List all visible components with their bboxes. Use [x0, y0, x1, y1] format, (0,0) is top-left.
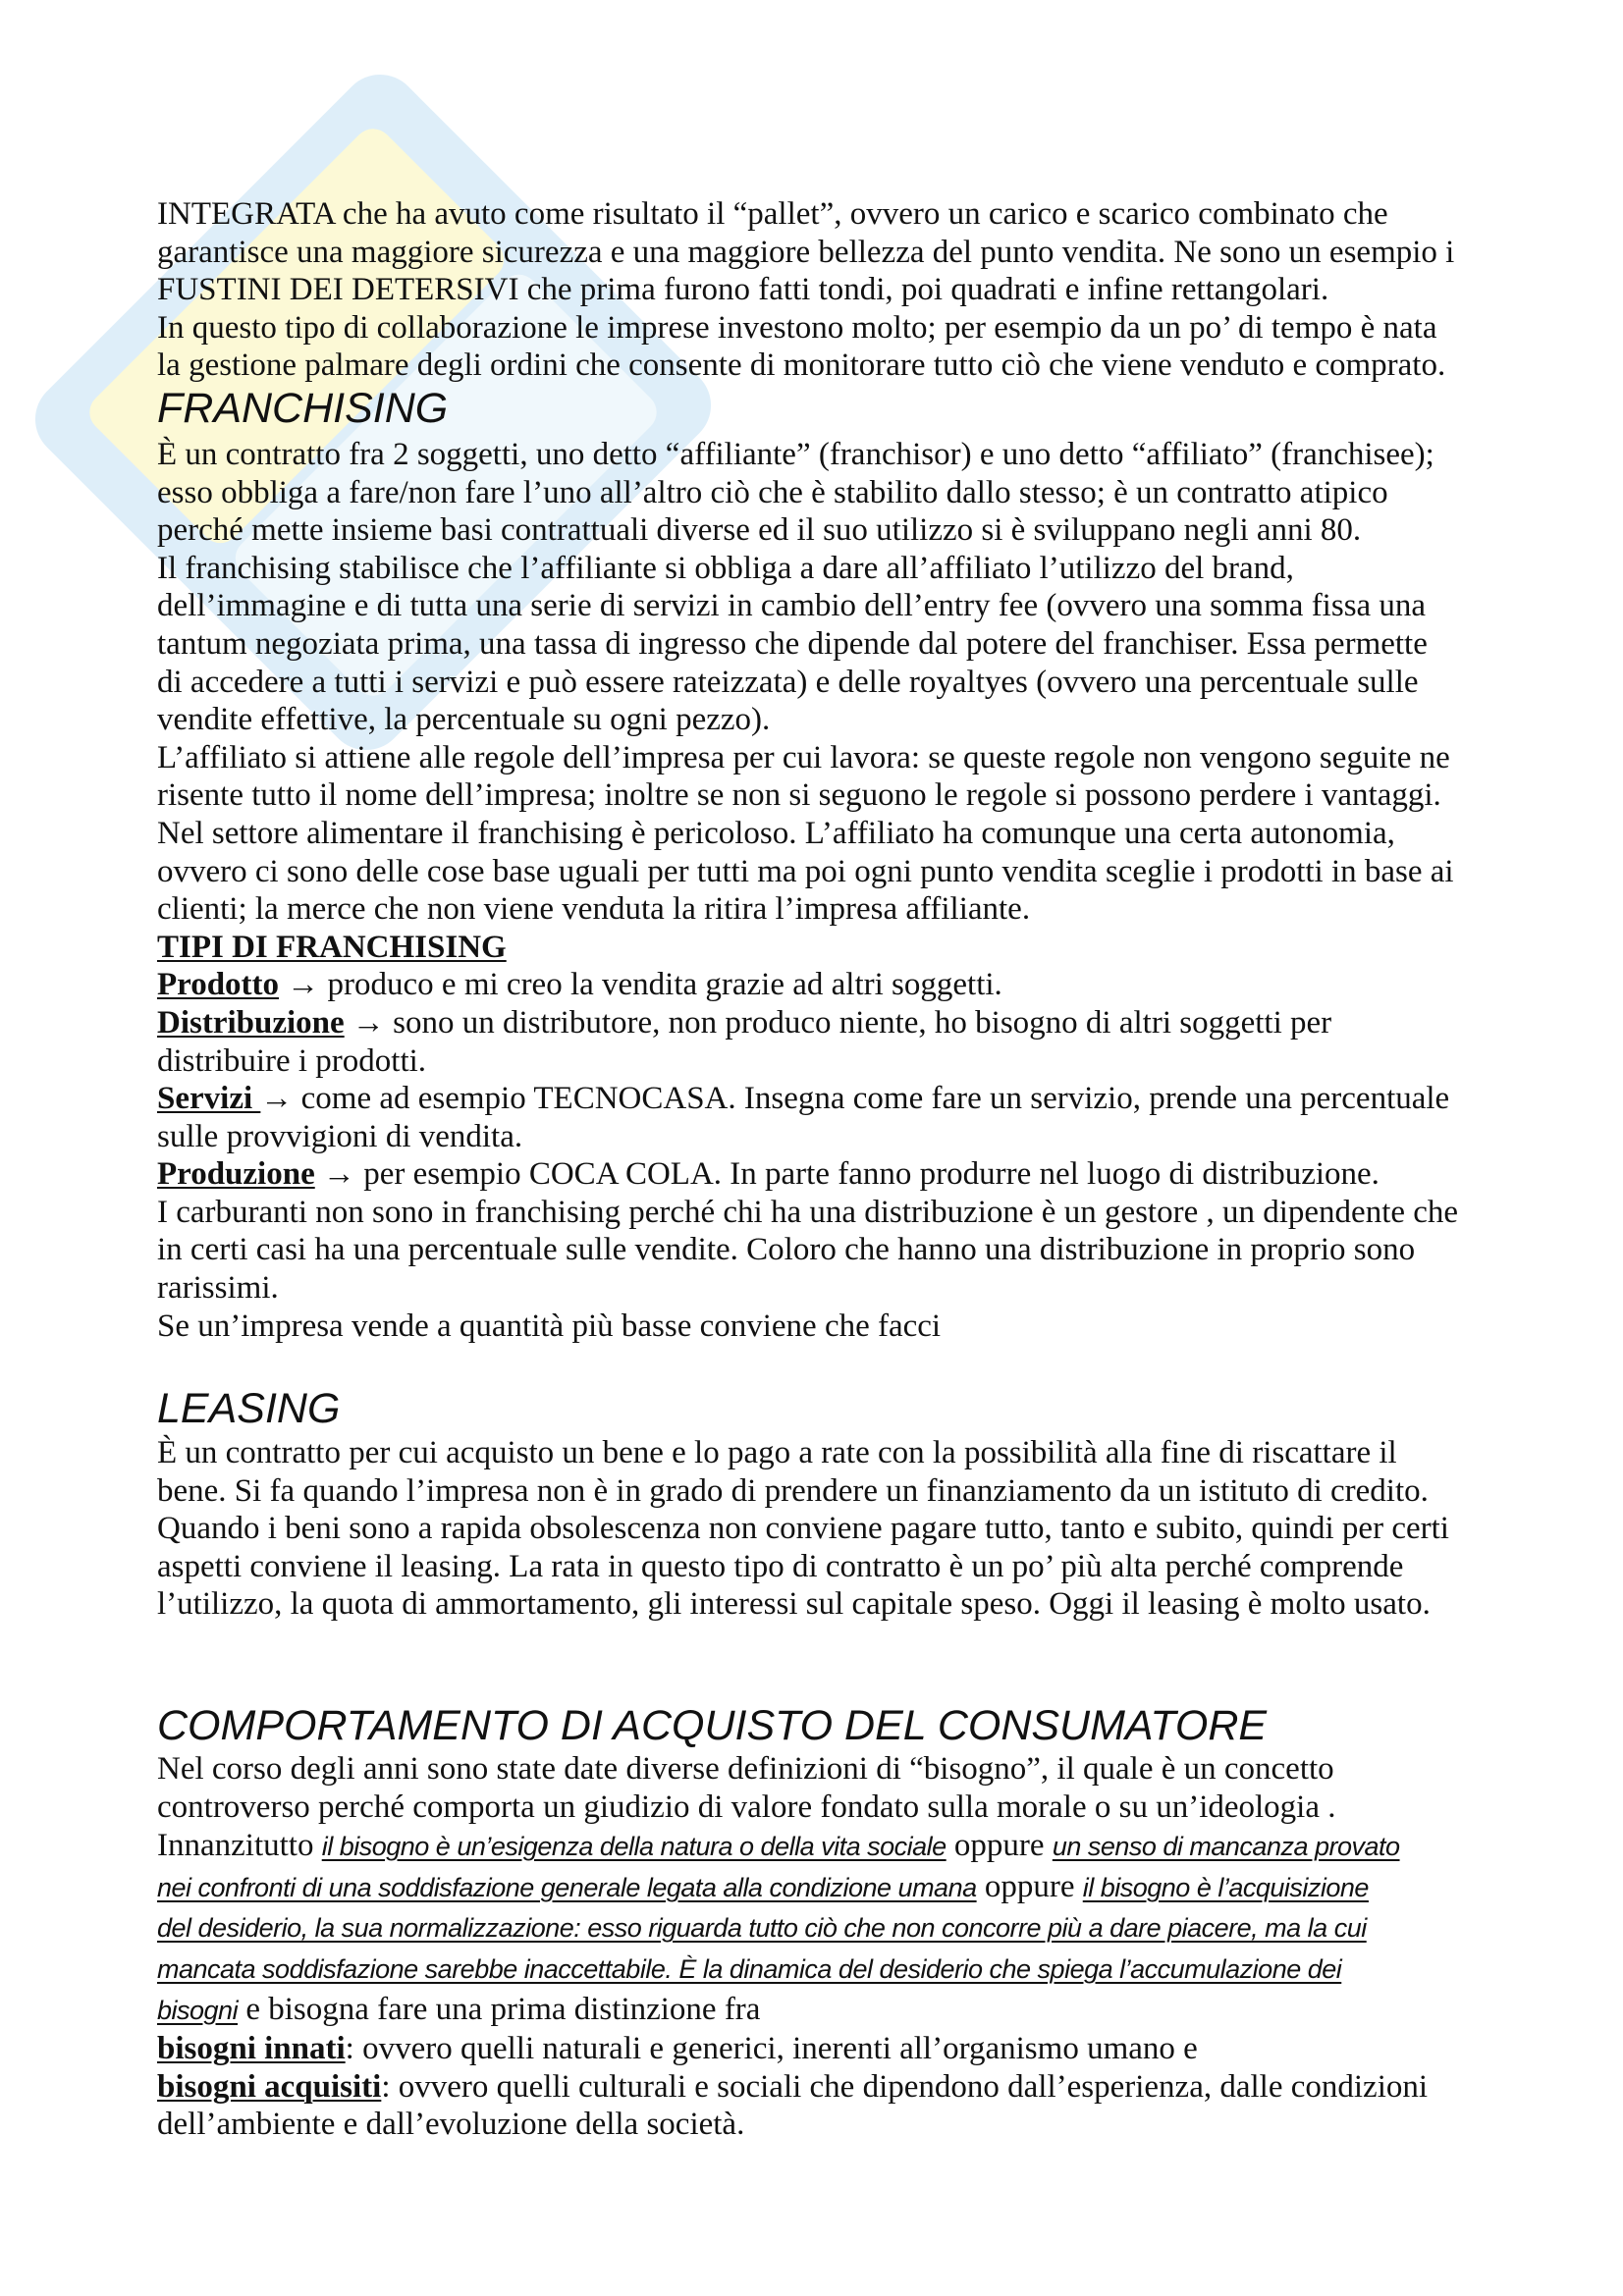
- text-span: sulle provvigioni di vendita.: [157, 1118, 523, 1154]
- text-span: rarissimi.: [157, 1270, 279, 1307]
- text-line: [157, 1269, 1532, 1308]
- text-line: [157, 739, 1532, 777]
- text-span: esso obbliga a fare/non fare l’uno all’altro ciò che è stabilito dallo stesso; è un contratto atipico: [157, 474, 1388, 510]
- text-span: : ovvero quelli culturali e sociali che dipendono dall’esperienza, dalle condizioni: [381, 2068, 1429, 2105]
- underlined-definition: il bisogno è un’esigenza della natura o della vita sociale: [321, 1832, 947, 1862]
- leasing-paragraph: [157, 1434, 1532, 1624]
- underlined-definition: del desiderio, la sua normalizzazione: esso riguarda tutto ciò che non concorre più a dare piacere, ma la cui: [157, 1913, 1367, 1944]
- text-line: [157, 436, 1532, 474]
- text-span: : ovvero quelli naturali e generici, inerenti all’organismo umano e: [345, 2031, 1198, 2067]
- text-span: distribuire i prodotti.: [157, 1042, 427, 1079]
- text-line: [157, 1585, 1532, 1624]
- text-span: → sono un distributore, non produco niente, ho bisogno di altri soggetti per: [344, 1004, 1332, 1041]
- text-line: [157, 271, 1532, 309]
- bold-underlined-term: Prodotto: [157, 967, 280, 1003]
- text-line: [157, 1004, 1532, 1042]
- bold-underlined-term: Produzione: [157, 1156, 315, 1193]
- text-line: [157, 2068, 1532, 2107]
- text-span: Nel corso degli anni sono state date diverse definizioni di “bisogno”, il quale è un concetto: [157, 1751, 1334, 1787]
- text-line: [157, 1907, 1532, 1949]
- text-span: ovvero ci sono delle cose base uguali per tutti ma poi ogni punto vendita sceglie i prodotti in base ai: [157, 853, 1454, 889]
- bold-underlined-term: Distribuzione: [157, 1004, 345, 1041]
- consumatore-paragraph: [157, 1750, 1532, 2144]
- text-span: oppure: [946, 1828, 1053, 1864]
- text-span: la gestione palmare degli ordini che consente di monitorare tutto ciò che viene venduto e comprato.: [157, 347, 1446, 384]
- text-span: di accedere a tutti i servizi e può essere rateizzata) e delle royaltyes (ovvero una percentuale sulle: [157, 664, 1419, 700]
- text-line: [157, 776, 1532, 815]
- text-span: INTEGRATA che ha avuto come risultato il “pallet”, ovvero un carico e scarico combinato che: [157, 196, 1388, 232]
- text-line: [157, 1434, 1532, 1472]
- bold-underlined-term: bisogni innati: [157, 2031, 346, 2067]
- text-line: [157, 2030, 1532, 2068]
- text-line: [157, 1548, 1532, 1586]
- text-line: [157, 890, 1532, 929]
- text-line: [157, 1867, 1532, 1908]
- text-span: vendite effettive, la percentuale su ogni pezzo).: [157, 702, 771, 738]
- text-line: [157, 550, 1532, 588]
- text-line: [157, 1308, 1532, 1346]
- text-line: [157, 309, 1532, 347]
- text-span: È un contratto per cui acquisto un bene e lo pago a rate con la possibilità alla fine di riscattare il: [157, 1435, 1397, 1470]
- text-span: → produco e mi creo la vendita grazie ad altri soggetti.: [279, 967, 1002, 1003]
- heading-leasing: LEASING: [157, 1385, 341, 1432]
- franchising-paragraph: [157, 436, 1532, 1345]
- text-span: risente tutto il nome dell’impresa; inoltre se non si seguono le regole si possono perdere i vantaggi.: [157, 777, 1441, 814]
- text-line: [157, 929, 1532, 967]
- underlined-definition: nei confronti di una soddisfazione generale legata alla condizione umana: [157, 1872, 977, 1902]
- text-span: e bisogna fare una prima distinzione fra: [238, 1991, 761, 2027]
- text-line: [157, 1949, 1532, 1990]
- text-span: bene. Si fa quando l’impresa non è in grado di prendere un finanziamento da un istituto di credito.: [157, 1472, 1429, 1509]
- text-span: I carburanti non sono in franchising perché chi ha una distribuzione è un gestore , un dipendente che: [157, 1194, 1459, 1230]
- bold-underlined-term: Servizi: [157, 1081, 261, 1117]
- text-line: [157, 195, 1532, 234]
- text-span: l’utilizzo, la quota di ammortamento, gli interessi sul capitale speso. Oggi il leasing è molto usato.: [157, 1586, 1431, 1623]
- text-span: Nel settore alimentare il franchising è pericoloso. L’affiliato ha comunque una certa autonomia,: [157, 815, 1395, 851]
- text-line: [157, 1472, 1532, 1511]
- intro-paragraph: [157, 195, 1532, 385]
- text-line: [157, 1042, 1532, 1081]
- heading-comportamento-consumatore: COMPORTAMENTO DI ACQUISTO DEL CONSUMATORE: [157, 1702, 1268, 1749]
- text-span: dell’ambiente e dall’evoluzione della società.: [157, 2107, 745, 2143]
- text-line: [157, 1750, 1532, 1789]
- text-line: [157, 511, 1532, 550]
- text-span: perché mette insieme basi contrattuali diverse ed il suo utilizzo si è sviluppano negli anni 80.: [157, 512, 1362, 549]
- bold-underlined-term: bisogni acquisiti: [157, 2068, 382, 2105]
- underlined-definition: il bisogno è l’acquisizione: [1082, 1872, 1369, 1902]
- text-span: tantum negoziata prima, una tassa di ingresso che dipende dal potere del franchiser. Essa permette: [157, 625, 1428, 662]
- text-line: [157, 347, 1532, 385]
- underlined-definition: mancata soddisfazione sarebbe inaccettabile. È la dinamica del desiderio che spiega l’accumulazione dei: [157, 1953, 1342, 1984]
- text-line: [157, 1990, 1532, 2031]
- text-span: Se un’impresa vende a quantità più basse conviene che facci: [157, 1308, 942, 1344]
- heading-franchising: FRANCHISING: [157, 385, 449, 432]
- text-line: [157, 2106, 1532, 2144]
- text-span: Il franchising stabilisce che l’affiliante si obbliga a dare all’affiliato l’utilizzo del brand,: [157, 550, 1294, 586]
- text-line: [157, 1826, 1532, 1867]
- text-span: È un contratto fra 2 soggetti, uno detto “affiliante” (franchisor) e uno detto “affiliato” (franchisee);: [157, 437, 1434, 472]
- text-span: In questo tipo di collaborazione le imprese investono molto; per esempio da un po’ di tempo è nata: [157, 309, 1437, 346]
- text-line: [157, 1194, 1532, 1232]
- text-line: [157, 1510, 1532, 1548]
- text-line: [157, 815, 1532, 853]
- text-span: garantisce una maggiore sicurezza e una maggiore bellezza del punto vendita. Ne sono un esempio i: [157, 234, 1455, 270]
- text-span: dell’immagine e di tutta una serie di servizi in cambio dell’entry fee (ovvero una somma fissa una: [157, 588, 1427, 624]
- text-line: [157, 1789, 1532, 1827]
- text-line: [157, 1080, 1532, 1118]
- underlined-definition: bisogni: [157, 1995, 239, 2025]
- text-span: in certi casi ha una percentuale sulle vendite. Coloro che hanno una distribuzione in proprio sono: [157, 1232, 1416, 1268]
- text-span: L’affiliato si attiene alle regole dell’impresa per cui lavora: se queste regole non vengono seguite ne: [157, 739, 1450, 775]
- text-span: clienti; la merce che non viene venduta la ritira l’impresa affiliante.: [157, 891, 1031, 928]
- text-line: [157, 853, 1532, 891]
- text-span: → per esempio COCA COLA. In parte fanno produrre nel luogo di distribuzione.: [314, 1156, 1380, 1193]
- text-span: → come ad esempio TECNOCASA. Insegna come fare un servizio, prende una percentuale: [260, 1081, 1450, 1117]
- text-line: [157, 1231, 1532, 1269]
- text-line: [157, 966, 1532, 1004]
- text-span: Innanzitutto: [157, 1828, 322, 1864]
- text-span: controverso perché comporta un giudizio di valore fondato sulla morale o su un’ideologia .: [157, 1789, 1336, 1825]
- text-line: [157, 664, 1532, 702]
- text-line: [157, 1118, 1532, 1156]
- text-line: [157, 474, 1532, 512]
- text-line: [157, 587, 1532, 625]
- text-span: FUSTINI DEI DETERSIVI che prima furono fatti tondi, poi quadrati e infine rettangolari.: [157, 272, 1329, 308]
- text-line: [157, 234, 1532, 272]
- bold-underlined-term: TIPI DI FRANCHISING: [157, 929, 507, 965]
- text-span: Quando i beni sono a rapida obsolescenza non conviene pagare tutto, tanto e subito, quindi per certi: [157, 1511, 1449, 1547]
- text-span: aspetti conviene il leasing. La rata in questo tipo di contratto è un po’ più alta perché comprende: [157, 1548, 1404, 1584]
- text-line: [157, 625, 1532, 664]
- text-span: oppure: [976, 1868, 1083, 1904]
- text-line: [157, 701, 1532, 739]
- underlined-definition: un senso di mancanza provato: [1052, 1832, 1400, 1862]
- text-line: [157, 1155, 1532, 1194]
